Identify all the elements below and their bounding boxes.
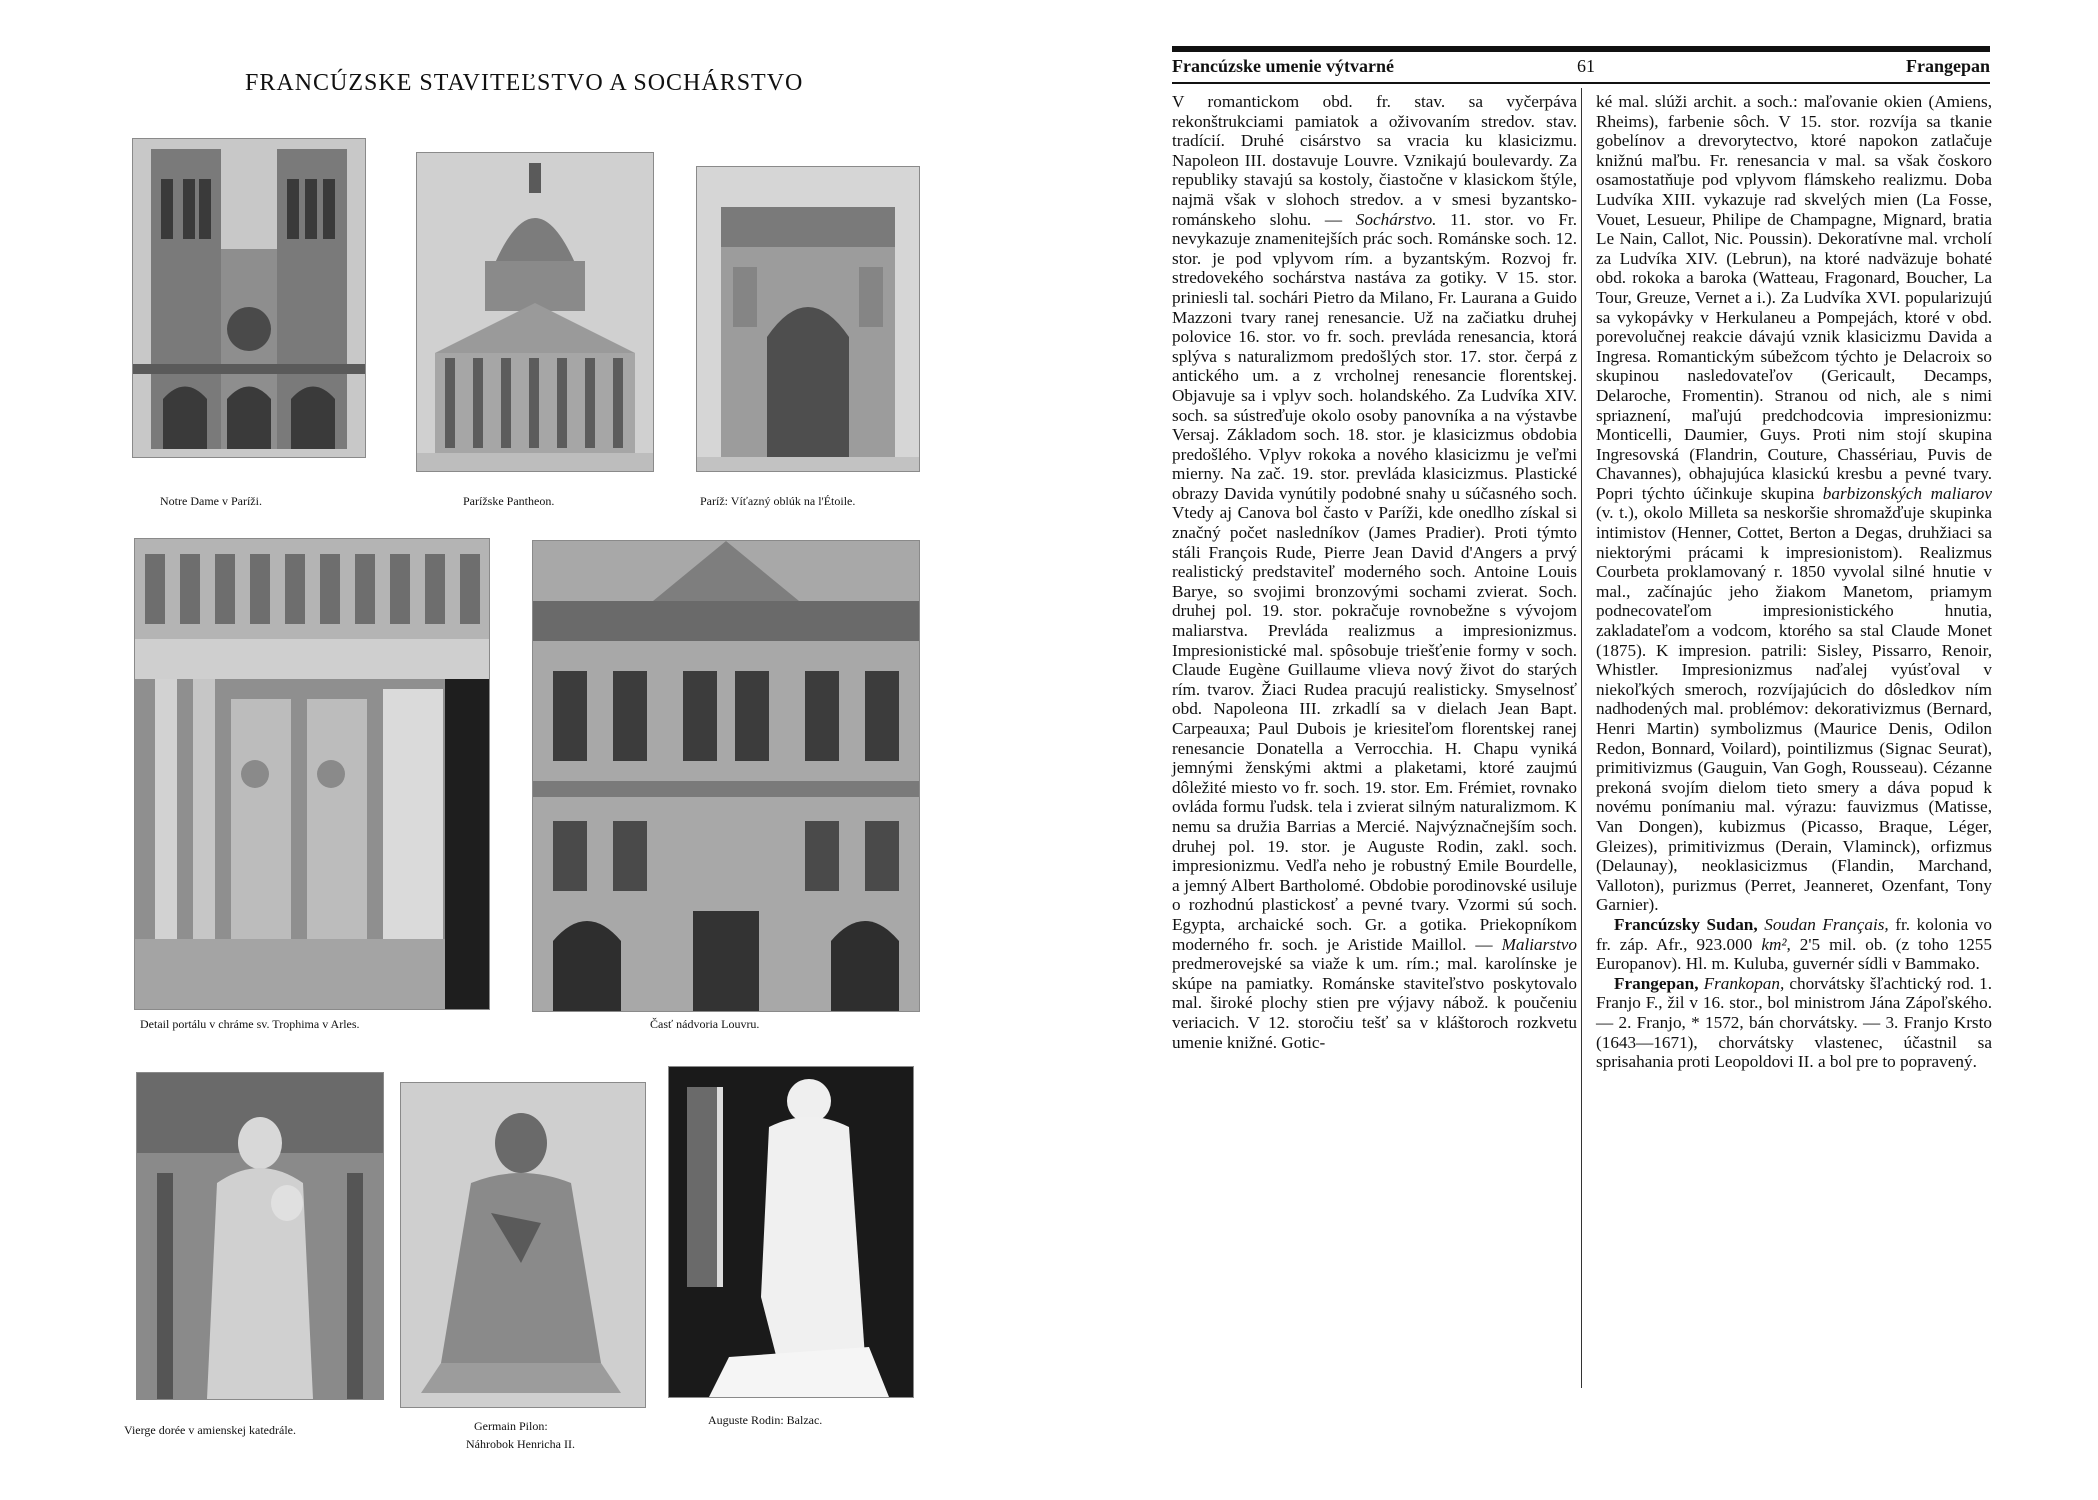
paragraph-architecture-sculpture: V romantickom obd. fr. stav. sa vyčerpáva rekonštrukciami pamiatok a oživovaním stredov. stav. tradícií. Druhé cisárstvo sa vracia ku klasicizmu. Napoleon III. dostavuje Louvre. Vznikajú boulevardy. Za republiky stavajú sa kostoly, čiastočne v klasickom štýle, najmä však v slohoch stredov. a v smesi byzantsko-románskeho slohu. — Sochárstvo. 11. stor. vo Fr. nevykazuje znamenitejších prác soch. Románske soch. 12. stor. je pod vplyvom rím. a byzantským. Rozvoj fr. stredovekého sochárstva nastáva za gotiky. V 15. stor. priniesli tal. sochári Pietro da Milano, Fr. Laurana a Guido Mazzoni tvary ranej renesancie. Už na začiatku druhej polovice 16. stor. vo fr. soch. prevláda renesancia, ktorá splýva s naturalizmom predošlých stor. 17. stor. čerpá z antického um. a z vrcholnej renesancie florentskej. Objavuje sa i vplyv soch. holandského. Za Ludvíka XIV. soch. sa sústreďuje okolo osoby panovníka a na výstavbe Versaj. Základom soch. 18. stor. je klasicizmus obdobia predošlého. Vplyv rokoka a nového klasicizmu je veľmi mierny. Na zač. 19. stor. prevláda klasicizmus. Plastické obrazy Davida vynútily podobné snahy u súčasného soch. Vtedy aj Canova bol často v Paríži, kde onedlho získal si značný počet nasledníkov (James Pradier). Proti týmto stáli François Rude, Pierre Jean David d'Angers a prvý realistický predstaviteľ moderného soch. Antoine Louis Barye, so svojimi bronzovými sochami zvierat. Soch. druhej pol. 19. stor. pokračuje rovnobežne s vývojom maliarstva. Prevláda realizmus a impresionizmus. Impresionistické mal. spôsobuje triešťenie formy v soch. Claude Eugène Guillaume vlieva nový život do starých rím. tvarov. Žiaci Rudea pracujú realisticky. Smyselnosť obd. Napoleona III. zrkadlí sa v dielach Jean Bapt. Carpeauxa; Paul Dubois je kriesiteľom florentskej ranej renesancie Donatella a Verrocchia. H. Chapu vyniká jemnými ženskými aktmi a plaketami, ktoré zaujmú dôležité miesto vo fr. soch. 19. stor. Em. Frémiet, rovnako ovláda formu ľudsk. tela i zvierat silným naturalizmom. K nemu sa družia Barrias a Mercié. Najvýznačnejším soch. druhej pol. 19. stor. je Auguste Rodin, zakl. soch. impresionizmu. Vedľa neho je robustný Emile Bourdelle, a jemný Albert Bartholomé. Obdobie porodinovské usiluje o rozhodnú plastickosť a pevné tvary. Vzormi sú soch. Egypta, archaické soch. Gr. a gotika. Priekopníkom moderného fr. soch. je Aristide Maillol. — Maliarstvo predmerovejské sa viaže k um. rím.; mal. karolínske je skúpe na pamiatky. Románske staviteľstvo poskytovalo mal. široké plochy stien pre výjavy nábož. k poučeniu veriacich. V 12. storočiu tešť sa v kláštoroch rozkvetu umenie knižné. Gotic- [1172,92,1577,1052]
photo-notre-dame [132,138,366,458]
caption-pilon-1: Germain Pilon: [474,1419,548,1433]
header-rule-thin [1172,82,1990,84]
text-column-right [1596,92,1992,1072]
entry-head-frangepan: Frangepan, [1614,973,1699,993]
caption-arc: Paríž: Víťazný oblúk na l'Étoile. [700,494,856,508]
running-head-left: Francúzske umenie výtvarné [1172,56,1394,76]
caption-portal: Detail portálu v chráme sv. Trophima v Arles. [140,1017,360,1031]
running-head-right: Frangepan [1905,56,1990,76]
plate-title: FRANCÚZSKE STAVITEĽSTVO A SOCHÁRSTVO [245,70,804,96]
entry-francuzsky-sudan: Francúzsky Sudan, Soudan Français, fr. kolonia vo fr. záp. Afr., 923.000 km², 2'5 mil. ob. (z toho 1255 Europanov). Hl. m. Kuluba, guvernér sídli v Bammako. [1596,914,1992,974]
photo-pantheon [416,152,654,472]
paragraph-painting-continued: ké mal. slúži archit. a soch.: maľovanie okien (Amiens, Rheims), farbenie sôch. V 15. stor. rozvíja sa tkanie gobelínov a drevorytectvo, ktoré napokon zatlačuje knižnú maľbu. Fr. renesancia v mal. sa však čoskoro osamostatňuje pod vplyvom flámskeho realizmu. Doba Ludvíka XIII. vykazuje rad skvelých mien (La Fosse, Vouet, Lesueur, Philipe de Champagne, Mignard, bratia Le Nain, Callot, Nic. Poussin). Dekoratívne mal. vrcholí za Ludvíka XIV. (Lebrun), na ktoré nadväzuje bohaté obd. rokoka a baroka (Watteau, Fragonard, Boucher, La Tour, Greuze, Vernet a i.). Za Ludvíka XVI. popularizujú sa vykopávky v Herkulaneu a Pompejách, ktoré v obd. porevolučnej reakcie dávajú vznik klasicizmu Davida a Ingresa. Romantickým súbežcom týchto je Delacroix so skupinou nasledovateľov (Gericault, Decamps, Delaroche, Fromentin). Stranou od nich, ale s nimi spriaznení, maľujú predchodcovia impresionizmu: Monticelli, Daumier, Guys. Proti nim stojí skupina Ingresovská (Flandrin, Couture, Chassériau, Puvis de Chavannes), obhajujúca klasickú kresbu a pevné tvary. Popri týchto účinkuje skupina barbizonských maliarov (v. t.), okolo Milleta sa neskoršie shromažďuje skupinka intimistov (Henner, Cottet, Berton a Degas, druhžiaci sa niektorými prácami k impresionistom). Realizmus Courbeta proklamovaný r. 1850 vyvolal silné hnutie v mal., začínajúc jeho žiakom Manetom, priamym podnecovateľom impresionistického hnutia, zakladateľom a vodcom, ktorého sa stal Claude Monet (1875). K impresion. patrili: Sisley, Pissarro, Renoir, Whistler. Impresionizmus naďalej vyúsťoval v niekoľkých smeroch, rozvíjajúcich do dôsledkov ním nadhodených mal. problémov: dekorativizmus (Bernard, Henri Martin) symbolizmus (Maurice Denis, Odilon Redon, Bonnard, Voilard), pointilizmus (Signac Seurat), primitivizmus (Gauguin, Van Gogh, Rousseau). Cézanne prekoná svojím dielom tieto smery a dáva popud k novému ponímaniu mal. výrazu: fauvizmus (Matisse, Van Dongen), kubizmus (Picasso, Braque, Léger, Gleizes), primitivizmus (Derain, Vlaminck), orfizmus (Delaunay), neoklasicizmus (Flandin, Marchand, Valloton), purizmus (Perret, Jeanneret, Ozenfant, Tony Garnier). [1596,92,1992,915]
caption-pilon-2: Náhrobok Henricha II. [466,1437,575,1451]
running-head [1172,56,1990,78]
entry-head-sudan: Francúzsky Sudan, [1614,914,1758,934]
page-number: 61 [1577,56,1595,76]
photo-arc-de-triomphe [696,166,920,472]
entry-frangepan: Frangepan, Frankopan, chorvátsky šľachtický rod. 1. Franjo F., žil v 16. stor., bol ministrom Jána Zápoľského. — 2. Franjo, * 1572, bán chorvátsky. — 3. Franjo Krsto (1643—1671), chorvátsky vlastenec, účastnil sa sprisahania proti Leopoldovi II. a bol pre to popravený. [1596,973,1992,1072]
column-divider [1581,88,1582,1388]
text-column-left [1172,92,1577,1052]
caption-pantheon: Parížske Pantheon. [463,494,555,508]
photo-louvre-court [532,540,920,1012]
photo-vierge-doree [136,1072,384,1400]
photo-pilon-tomb [400,1082,646,1408]
photo-rodin-balzac [668,1066,914,1398]
caption-vierge: Vierge dorée v amienskej katedrále. [124,1423,296,1437]
caption-rodin: Auguste Rodin: Balzac. [708,1413,823,1427]
photo-portal-arles [134,538,490,1010]
term-painting: Maliarstvo [1501,934,1577,954]
header-rule-thick [1172,46,1990,52]
term-barbizon: barbizonských maliarov [1822,483,1992,503]
term-sculpture: Sochárstvo. [1355,209,1437,229]
caption-louvre: Časť nádvoria Louvru. [650,1017,760,1031]
caption-notre-dame: Notre Dame v Paríži. [160,494,262,508]
right-page [1150,0,2098,1500]
